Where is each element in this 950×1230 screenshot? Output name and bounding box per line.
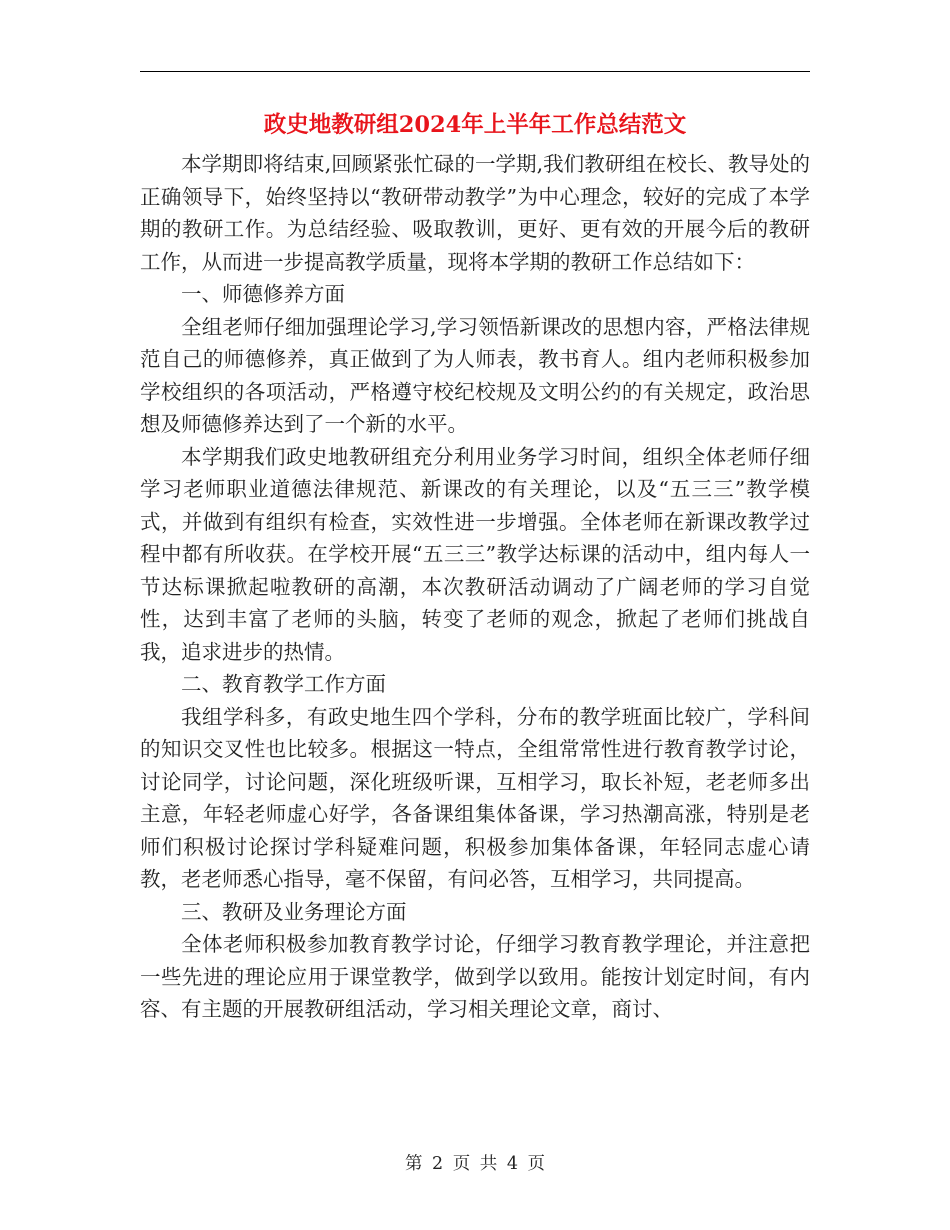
document-title: 政史地教研组2024年上半年工作总结范文 [263,112,687,138]
section-heading-research: 三、教研及业务理论方面 [181,899,407,924]
paragraph-ethics-2: 本学期我们政史地教研组充分利用业务学习时间，组织全体老师仔细学习老师职业道德法律规范、新课改的有关理论，以及“五三三”教学模式，并做到有组织有检查，实效性进一步增强。全体老师在新课改教学过程中都有所收获。在学校开展“五三三”教学达标课的活动中，组内每人一节达标课掀起啦教研的高潮，本次教研活动调动了广阔老师的学习自觉性，达到丰富了老师的头脑，转变了老师的观念，掀起了老师们挑战自我，追求进步的热情。 [140,444,810,664]
paragraph-research: 全体老师积极参加教育教学讨论，仔细学习教育教学理论，并注意把一些先进的理论应用于课堂教学，做到学以致用。能按计划定时间，有内容、有主题的开展教研组活动，学习相关理论文章，商讨、 [140,932,810,1021]
document-body [140,148,810,1026]
paragraph-ethics-1: 全组老师仔细加强理论学习,学习领悟新课改的思想内容，严格法律规范自己的师德修养，真正做到了为人师表，教书育人。组内老师积极参加学校组织的各项活动，严格遵守校纪校规及文明公约的有关规定，政治思想及师德修养达到了一个新的水平。 [140,314,810,436]
page-number: 第 2 页 共 4 页 [404,1154,546,1174]
section-heading-ethics: 一、师德修养方面 [181,282,345,306]
section-heading-teaching: 二、教育教学工作方面 [181,672,386,696]
header-rule [140,71,810,72]
paragraph-intro: 本学期即将结束,回顾紧张忙碌的一学期,我们教研组在校长、教导处的正确领导下，始终坚持以“教研带动教学”为中心理念，较好的完成了本学期的教研工作。为总结经验、吸取教训，更好、更有效的开展今后的教研工作，从而进一步提高教学质量，现将本学期的教研工作总结如下： [140,152,810,274]
paragraph-teaching: 我组学科多，有政史地生四个学科，分布的教学班面比较广，学科间的知识交叉性也比较多。根据这一特点，全组常常性进行教育教学讨论，讨论同学，讨论问题，深化班级听课，互相学习，取长补短，老老师多出主意，年轻老师虚心好学，各备课组集体备课，学习热潮高涨，特别是老师们积极讨论探讨学科疑难问题，积极参加集体备课，年轻同志虚心请教，老老师悉心指导，毫不保留，有问必答，互相学习，共同提高。 [140,704,810,891]
